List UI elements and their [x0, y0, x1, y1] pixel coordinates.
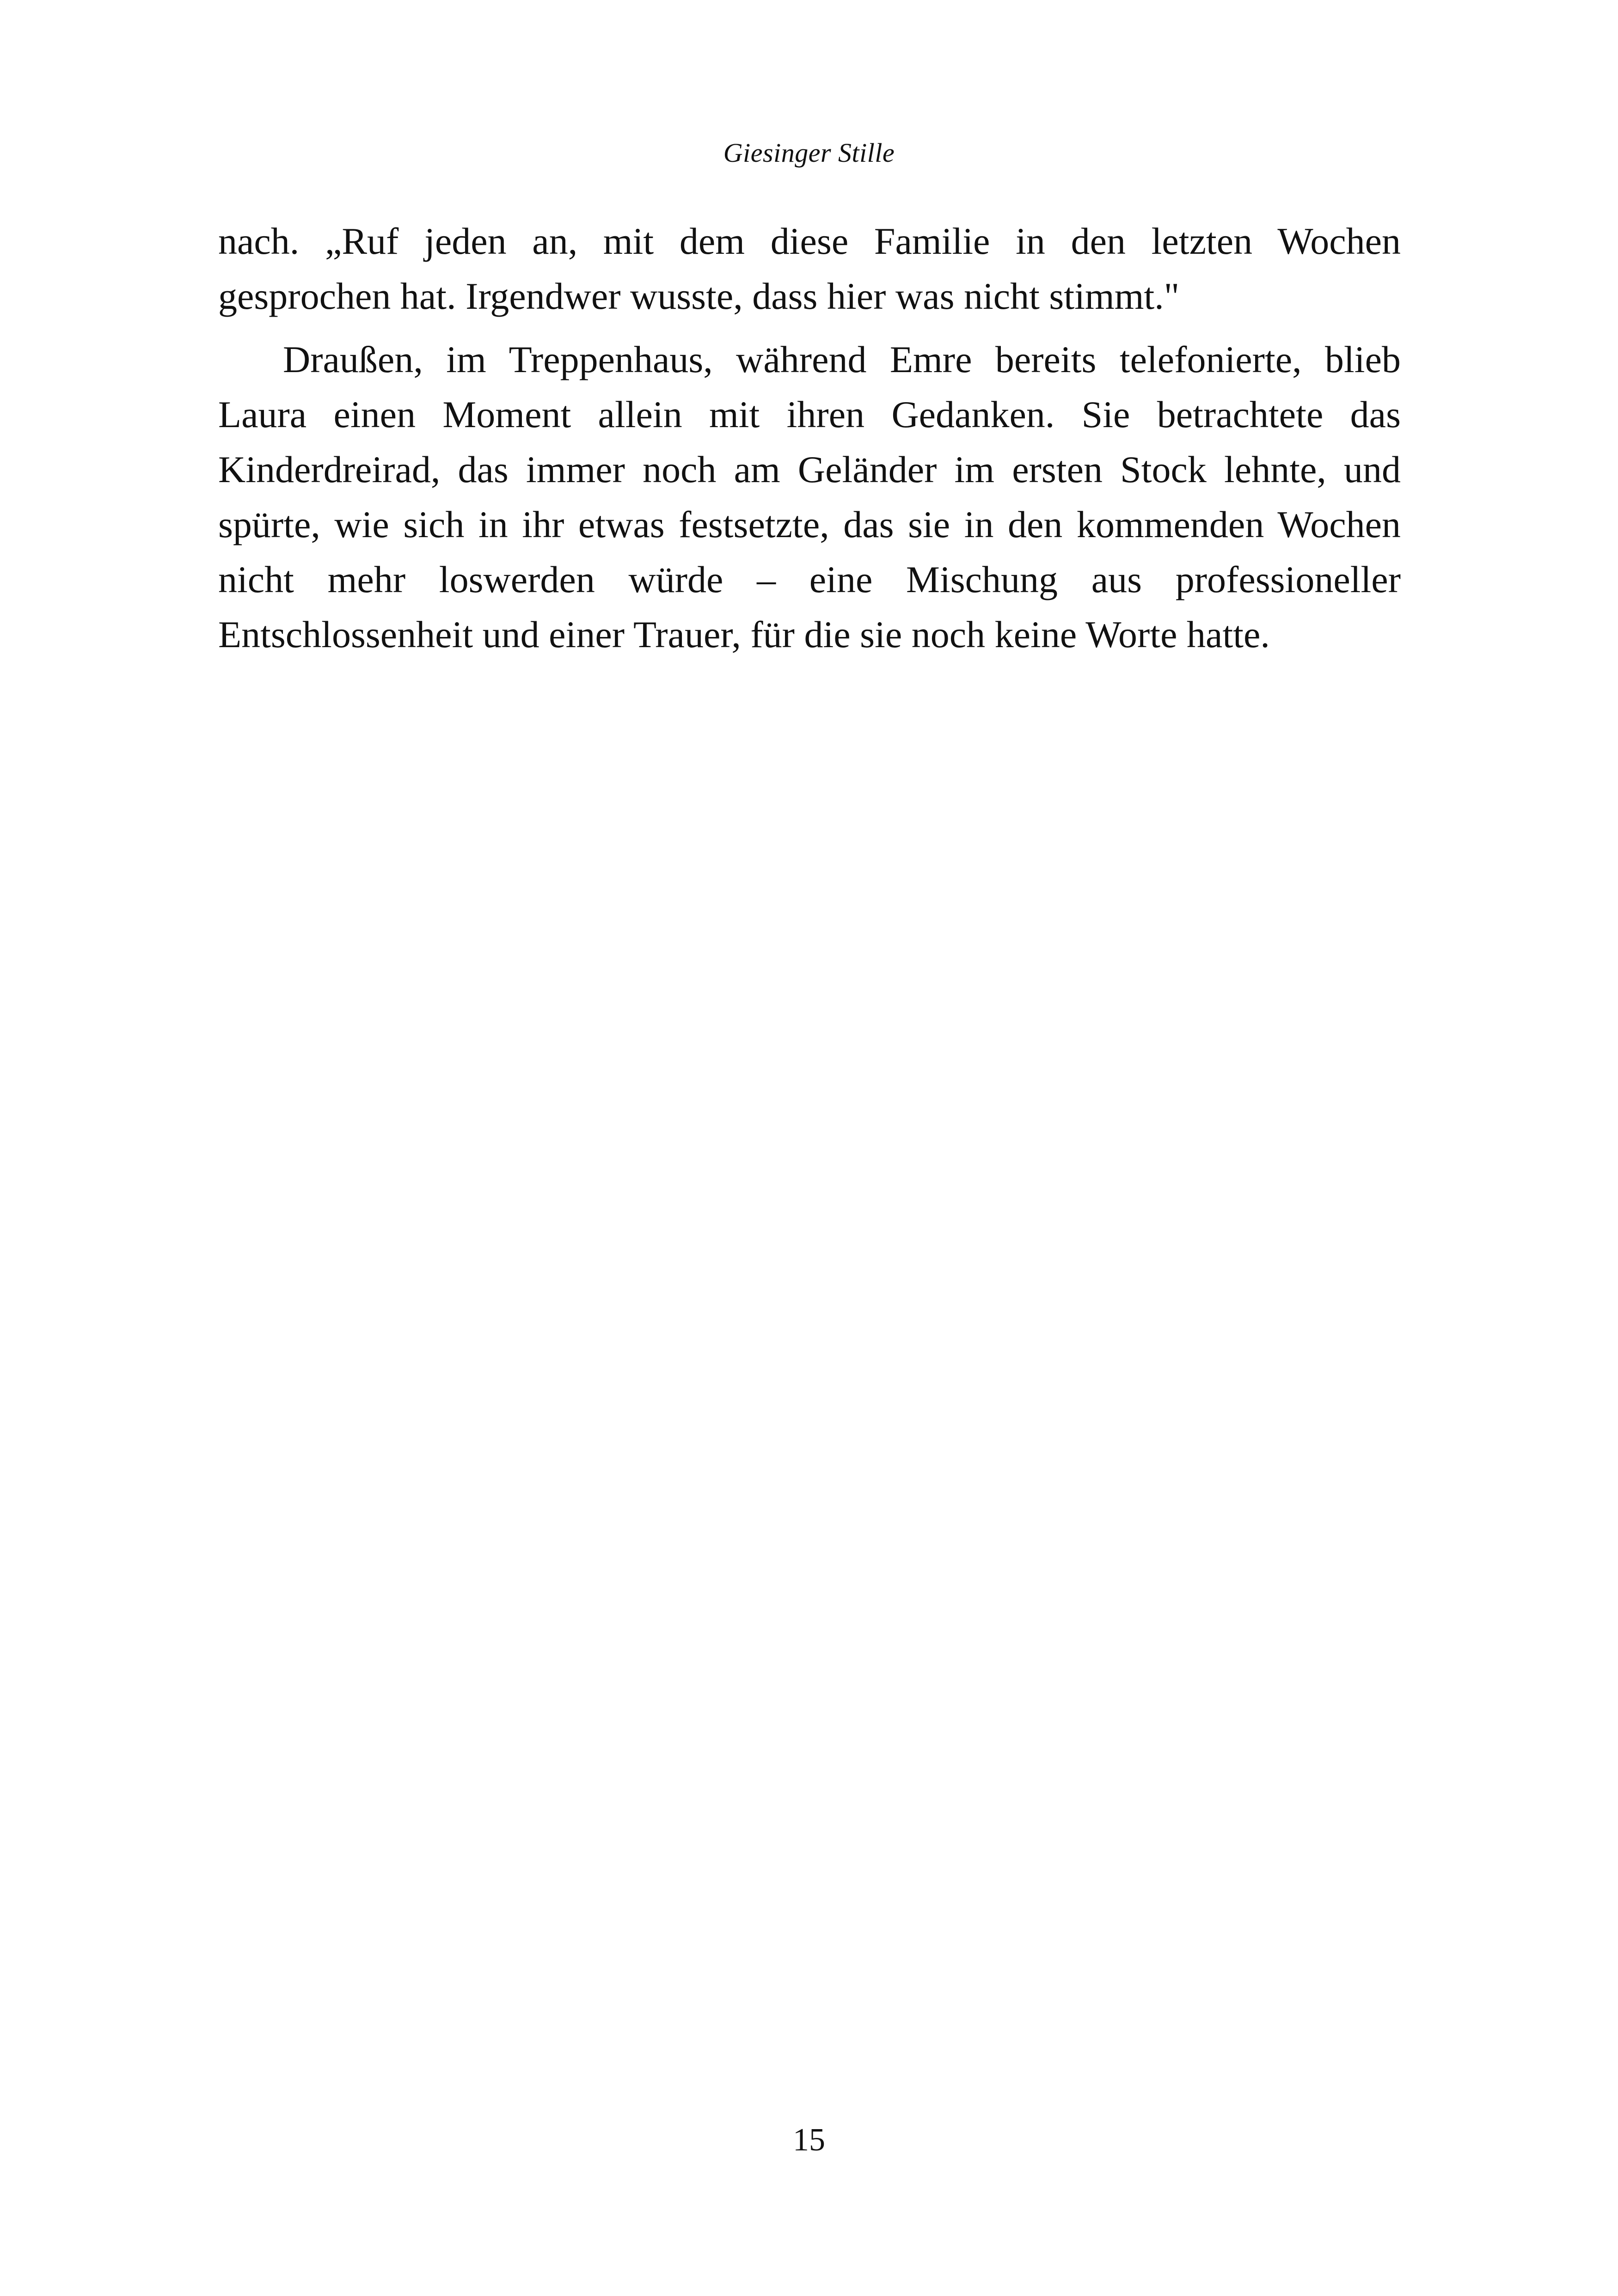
paragraph-continuation: nach. „Ruf jeden an, mit dem diese Familie in den letzten Wochen gesprochen hat. Irgendwer wusste, dass hier was nicht stimmt."	[218, 220, 1401, 317]
body-text	[218, 214, 1401, 662]
paragraph: Draußen, im Treppenhaus, während Emre bereits telefonierte, blieb Laura einen Moment allein mit ihren Gedanken. Sie betrachtete das Kinderdreirad, das immer noch am Geländer im ersten Stock lehnte, und spürte, wie sich in ihr etwas festsetzte, das sie in den kommenden Wochen nicht mehr loswerden würde – eine Mischung aus professioneller Entschlossenheit und einer Trauer, für die sie noch keine Worte hatte.	[218, 338, 1401, 655]
page-number: 15	[793, 2122, 825, 2158]
running-header: Giesinger Stille	[723, 138, 895, 168]
